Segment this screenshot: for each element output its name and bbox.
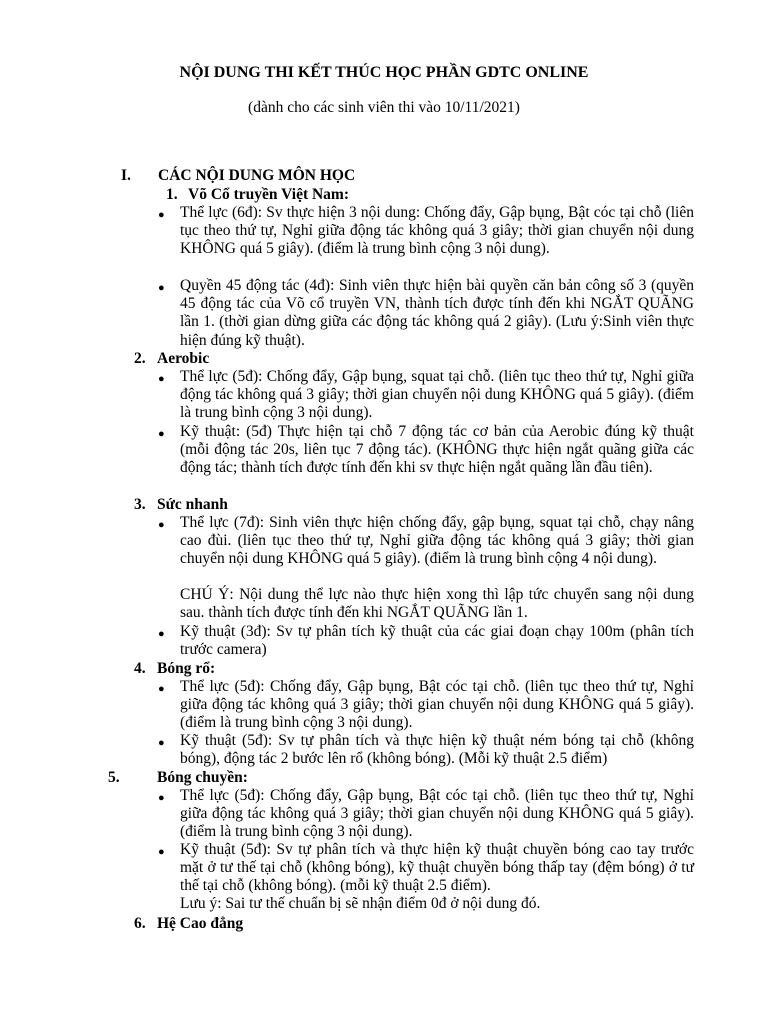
- subject-number: 1.: [166, 186, 178, 203]
- bullet-icon: ●: [158, 282, 165, 294]
- bullet-icon: ●: [158, 683, 165, 695]
- subject-name: Bóng rổ:: [157, 660, 216, 677]
- list-item: Quyền 45 động tác (4đ): Sinh viên thực hiện bài quyền căn bản công số 3 (quyền 45 động tác của Võ cổ truyền VN, thành tích được tính đến khi NGẮT QUÃNG lần 1. (thời gian dừng giữa các động tác không quá 2 giây). (Lưu ý:Sinh viên thực hiện đúng kỹ thuật).: [180, 277, 694, 349]
- section-heading: CÁC NỘI DUNG MÔN HỌC: [158, 167, 356, 184]
- bullet-icon: ●: [158, 628, 165, 640]
- bullet-icon: ●: [158, 519, 165, 531]
- subject-number: 3.: [134, 496, 146, 513]
- note-text: Lưu ý: Sai tư thế chuẩn bị sẽ nhận điểm 0đ ở nội dung đó.: [180, 895, 541, 912]
- bullet-icon: ●: [158, 792, 165, 804]
- bullet-icon: ●: [158, 209, 165, 221]
- subject-number: 4.: [134, 660, 146, 677]
- subject-name: Võ Cổ truyền Việt Nam:: [188, 186, 350, 203]
- list-item: Kỹ thuật: (5đ) Thực hiện tại chỗ 7 động tác cơ bản của Aerobic đúng kỹ thuật (mỗi động tác 20s, liên tục 7 động tác). (KHÔNG thực hiện ngắt quãng giữa các động tác; thành tích được tính đến khi sv thực hiện ngắt quãng lần đầu tiên).: [180, 423, 694, 477]
- subject-number: 2.: [134, 350, 146, 367]
- list-item: Thể lực (5đ): Chống đẩy, Gập bụng, Bật cóc tại chỗ. (liên tục theo thứ tự, Nghỉ giữa động tác không quá 3 giây; thời gian chuyển nội dung KHÔNG quá 5 giây). (điểm là trung bình cộng 3 nội dung).: [180, 787, 694, 841]
- list-item: Thể lực (7đ): Sinh viên thực hiện chống đẩy, gập bụng, squat tại chỗ, chạy nâng cao đùi. (liên tục theo thứ tự, Nghỉ giữa động tác không quá 3 giây; thời gian chuyển nội dung KHÔNG quá 5 giây). (điểm là trung bình cộng 4 nội dung).: [180, 514, 694, 568]
- list-item: Thể lực (5đ): Chống đẩy, Gập bụng, squat tại chỗ. (liên tục theo thứ tự, Nghỉ giữa động tác không quá 3 giây; thời gian chuyển nội dung KHÔNG quá 5 giây). (điểm là trung bình cộng 3 nội dung).: [180, 368, 694, 422]
- document-title: NỘI DUNG THI KẾT THÚC HỌC PHẦN GDTC ONLINE: [179, 64, 589, 81]
- list-item: Kỹ thuật (5đ): Sv tự phân tích và thực hiện kỹ thuật ném bóng tại chỗ (không bóng), động tác 2 bước lên rổ (không bóng). (Mỗi kỹ thuật 2.5 điểm): [180, 732, 694, 768]
- list-item: Kỹ thuật (3đ): Sv tự phân tích kỹ thuật của các giai đoạn chạy 100m (phân tích trước camera): [180, 623, 694, 659]
- subject-name: Aerobic: [157, 350, 210, 367]
- document-subtitle: (dành cho các sinh viên thi vào 10/11/2021): [248, 99, 520, 116]
- bullet-icon: ●: [158, 428, 165, 440]
- bullet-icon: ●: [158, 737, 165, 749]
- section-numeral: I.: [121, 167, 131, 184]
- list-item: Thể lực (5đ): Chống đẩy, Gập bụng, Bật cóc tại chỗ. (liên tục theo thứ tự, Nghỉ giữa động tác không quá 3 giây; thời gian chuyển nội dung KHÔNG quá 5 giây). (điểm là trung bình cộng 3 nội dung).: [180, 678, 694, 732]
- bullet-icon: ●: [158, 373, 165, 385]
- bullet-icon: ●: [158, 846, 165, 858]
- note-text: CHÚ Ý: Nội dung thể lực nào thực hiện xong thì lập tức chuyển sang nội dung sau. thành tích được tính đến khi NGẮT QUÃNG lần 1.: [180, 586, 694, 622]
- subject-name: Bóng chuyền:: [157, 769, 248, 786]
- subject-name: Hệ Cao đẳng: [157, 915, 244, 932]
- list-item: Kỹ thuật (5đ): Sv tự phân tích và thực hiện kỹ thuật chuyền bóng cao tay trước mặt ở tư thế tại chỗ (không bóng), kỹ thuật chuyền bóng thấp tay (đệm bóng) ở tư thế tại chỗ (không bóng). (mỗi kỹ thuật 2.5 điểm).: [180, 841, 694, 895]
- subject-number: 5.: [108, 769, 120, 786]
- list-item: Thể lực (6đ): Sv thực hiện 3 nội dung: Chống đẩy, Gập bụng, Bật cóc tại chỗ (liên tục theo thứ tự, Nghỉ giữa động tác không quá 3 giây; thời gian chuyển nội dung KHÔNG quá 5 giây). (điểm là trung bình cộng 3 nội dung).: [180, 204, 694, 258]
- subject-number: 6.: [134, 915, 146, 932]
- subject-name: Sức nhanh: [157, 496, 228, 513]
